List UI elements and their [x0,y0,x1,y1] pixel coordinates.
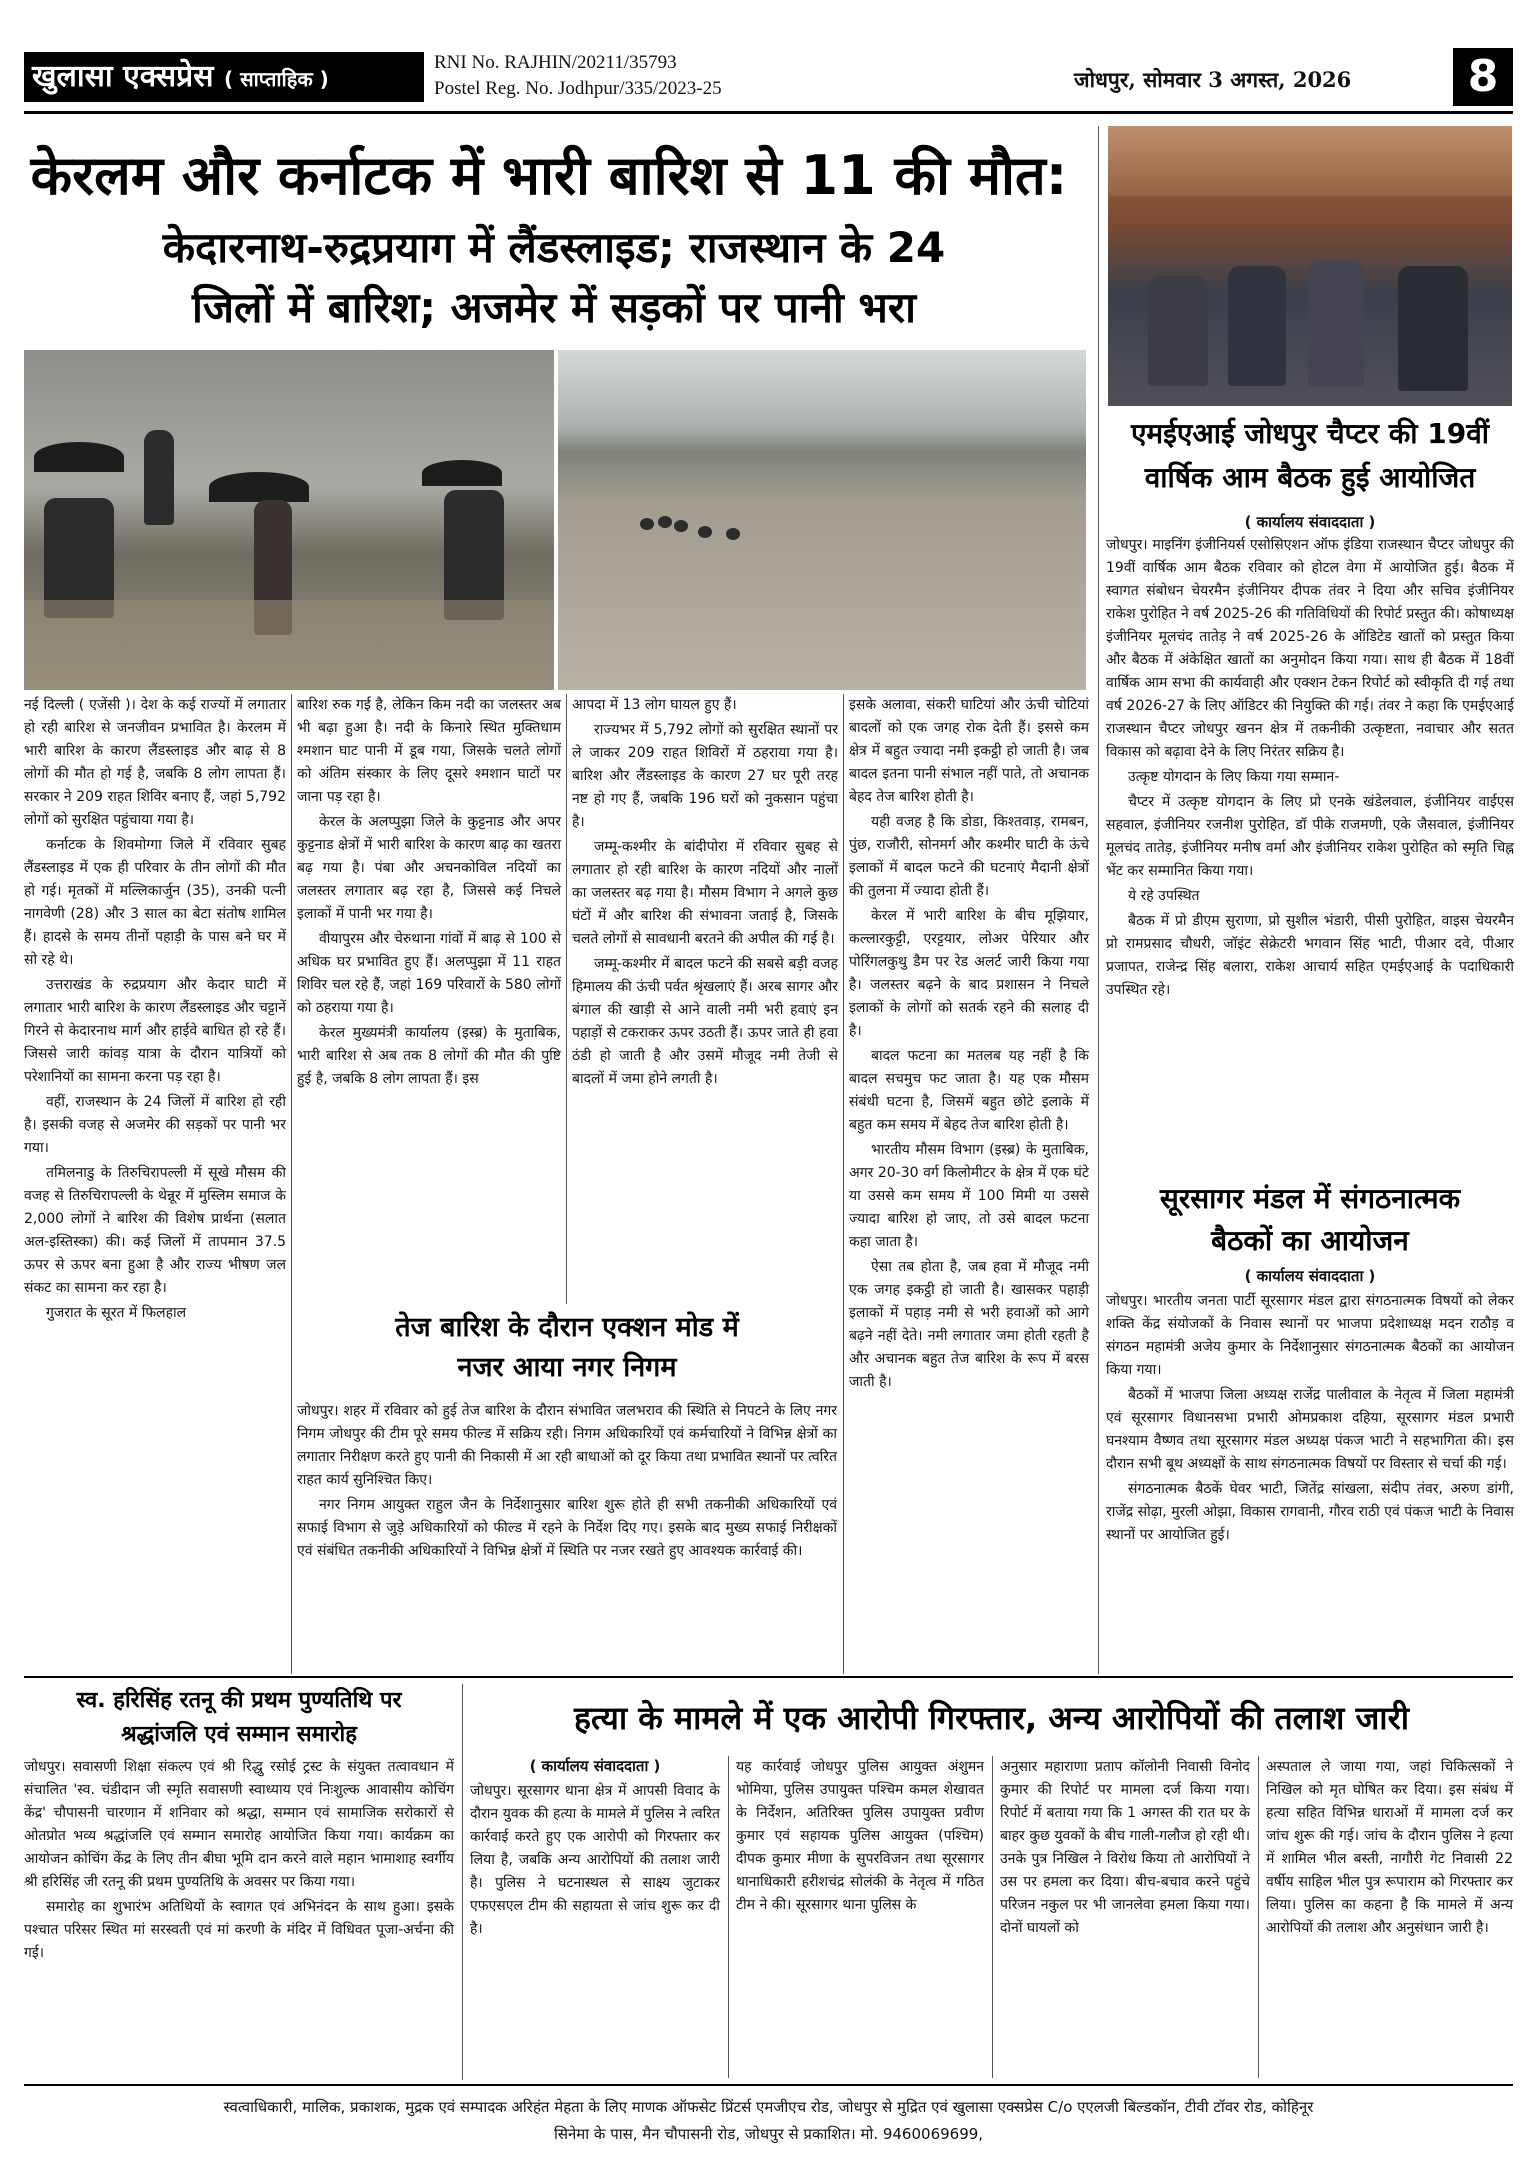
nagar-nigam-body [297,1400,837,1565]
date-line: जोधपुर, सोमवार 3 अगस्त, 2026 [1074,67,1352,92]
nagar-nigam-headline [297,1308,837,1388]
lead-subheadline-line-2: जिलों में बारिश; अजमेर में सड़कों पर पानी भरा [192,283,916,332]
lead-paragraph: नई दिल्ली ( एजेंसी )। देश के कई राज्यों में लगातार हो रही बारिश से जनजीवन प्रभावित है। केरलम में भारी बारिश के कारण लैंडस्लाइड और बाढ़ से 8 लोगों की मौत हो गई है, जबकि 8 लोग लापता हैं। सरकार ने 209 राहत शिविर बनाए हैं, जहां 5,792 लोगों को सुरक्षित पहुंचाया गया है। [24,697,286,828]
column-divider [1098,126,1099,1674]
column-divider [992,1756,993,2078]
sursagar-headline-line-1: सूरसागर मंडल में संगठनात्मक [1159,1182,1461,1215]
nagar-nigam-headline-line-2: नजर आया नगर निगम [457,1352,677,1383]
lead-column-3 [572,694,838,1093]
mai-headline [1106,412,1514,500]
lead-paragraph: इसके अलावा, संकरी घाटियां और ऊंची चोटियां बादलों को एक जगह रोक देती हैं। इससे कम क्षेत्र में बहुत ज्यादा नमी इकट्ठी हो जाती है। जब बादल इतना पानी संभाल नहीं पाते, तो अचानक बेहद तेज बारिश होती है। [849,697,1089,805]
registration-block [434,50,854,102]
lead-paragraph: राज्यभर में 5,792 लोगों को सुरक्षित स्थानों पर ले जाकर 209 राहत शिविरों में ठहराया गया है। बारिश और लैंडस्लाइड के कारण 27 घर पूरी तरह नष्ट हो गए हैं, जबकि 196 घरों को नुकसान पहुंचा है। [572,722,838,830]
sursagar-paragraph: बैठकों में भाजपा जिला अध्यक्ष राजेंद्र पालीवाल के नेतृत्व में जिला महामंत्री एवं सूरसागर विधानसभा प्रभारी ओमप्रकाश दहिया, सूरसागर मंडल प्रभारी घनश्याम वैष्णव तथा सूरसागर मंडल अध्यक्ष पंकज भाटी ने सहभागिता की। इस दौरान सभी बूथ अध्यक्षों के साथ संगठनात्मक विषयों पर विस्तार से चर्चा की गई। [1106,1387,1514,1472]
flooded-river-photo [558,350,1086,690]
lead-paragraph: जम्मू-कश्मीर के बांदीपोरा में रविवार सुबह से लगातार हो रही बारिश के कारण नदियों और नालों का जलस्तर बढ़ गया है। मौसम विभाग ने अगले कुछ घंटों में और बारिश की संभावना जताई है, जिसके चलते लोगों से सावधानी बरतने की अपील की गई है। [572,839,838,947]
murder-column-2 [736,1756,984,1919]
lead-paragraph: उत्तराखंड के रुद्रप्रयाग और केदार घाटी में लगातार भारी बारिश के कारण लैंडस्लाइड और चट्टानें गिरने से केदारनाथ मार्ग और हाईवे बाधित हो रहे हैं। जिससे जारी कांवड़ यात्रा के दौरान यात्रियों को परेशानियों का सामना करना पड़ रहा है। [24,977,286,1085]
mai-paragraph: चैप्टर में उत्कृष्ट योगदान के लिए प्रो एनके खंडेलवाल, इंजीनियर वाईएस सहवाल, इंजीनियर रजनीश पुरोहित, डॉ पीके राजमणी, एके जैसवाल, इंजीनियर मूलचंद तातेड़, इंजीनियर मनीष वर्मा और इंजीनियर राकेश पुरोहित को स्मृति चिह्न भेंट कर सम्मानित किया गया। [1106,794,1514,879]
lead-paragraph: भारतीय मौसम विभाग (इस्ब्र) के मुताबिक, अगर 20-30 वर्ग किलोमीटर के क्षेत्र में एक घंटे या उससे कम समय में 100 मिमी या उससे ज्यादा बारिश हो जाए, तो उसे बादल फटना कहा जाता है। [849,1142,1089,1250]
sursagar-paragraph: संगठनात्मक बैठकें घेवर भाटी, जितेंद्र सांखला, संदीप तंवर, अरुण डांगी, राजेंद्र सोढ़ा, मुरली ओझा, विकास रागवानी, गौरव राठी एवं पंकज भाटी के निवास स्थानों पर आयोजित हुई। [1106,1481,1514,1543]
murder-headline: हत्या के मामले में एक आरोपी गिरफ्तार, अन्य आरोपियों की तलाश जारी [574,1699,1409,1737]
meeting-hall-photo [1108,126,1512,406]
mai-byline: ( कार्यालय संवाददाता ) [1244,513,1376,531]
lead-paragraph: केरल में भारी बारिश के बीच मूझियार, कल्लारकुट्टी, एरट्टयार, लोअर पेरियार और पोरिंगलकुथु डैम पर रेड अलर्ट जारी किया गया है। जलस्तर बढ़ने के बाद प्रशासन ने निचले इलाकों के लोगों को सतर्क रहने की सलाह दी है। [849,908,1089,1039]
lead-headline: केरलम और कर्नाटक में भारी बारिश से 11 की मौत: [30,144,1068,207]
column-divider [728,1756,729,2078]
lead-paragraph: यही वजह है कि डोडा, किश्तवाड़, रामबन, पुंछ, राजौरी, सोनमर्ग और कश्मीर घाटी के ऊंचे इलाकों में बादल फटने की घटनाएं मैदानी क्षेत्रों की तुलना में ज्यादा होती हैं। [849,814,1089,899]
paper-name-plate [24,52,424,102]
column-divider [462,1684,463,2080]
column-divider [291,694,292,1674]
lead-paragraph: बारिश रुक गई है, लेकिन किम नदी का जलस्तर अब भी बढ़ा हुआ है। नदी के किनारे स्थित मुक्तिधाम श्मशान घाट पानी में डूब गया, जिसके चलते लोगों को अंतिम संस्कार के लिए दूसरे श्मशान घाटों पर जाना पड़ रहा है। [297,697,561,805]
tribute-headline-line-1: स्व. हरिसिंह रतनू की प्रथम पुण्यतिथि पर [76,1688,402,1713]
lead-paragraph: जम्मू-कश्मीर में बादल फटने की सबसे बड़ी वजह हिमालय की ऊंची पर्वत श्रृंखलाएं हैं। अरब सागर और बंगाल की खाड़ी से आने वाली नमी भरी हवाएं इन पहाड़ों से टकराकर ऊपर उठती हैं। ऊपर जाते ही हवा ठंडी हो जाती है और उसमें मौजूद नमी तेजी से बादलों में जमा होने लगती है। [572,956,838,1087]
lead-subheadline-line-1: केदारनाथ-रुद्रप्रयाग में लैंडस्लाइड; राजस्थान के 24 [162,223,946,272]
nagar-nigam-paragraph: जोधपुर। शहर में रविवार को हुई तेज बारिश के दौरान संभावित जलभराव की स्थिति से निपटने के लिए नगर निगम जोधपुर की टीम पूरे समय फील्ड में सक्रिय रही। निगम अधिकारियों एवं कर्मचारियों ने विभिन्न क्षेत्रों का लगातार निरीक्षण करते हुए पानी की निकासी में आ रही बाधाओं को दूर किया तथा प्रभावित स्थानों पर त्वरित राहत कार्य सुनिश्चित किए। [297,1403,837,1488]
murder-column-4 [1266,1756,1513,1942]
murder-paragraph: जोधपुर। सूरसागर थाना क्षेत्र में आपसी विवाद के दौरान युवक की हत्या के मामले में पुलिस ने त्वरित कार्रवाई करते हुए एक आरोपी को गिरफ्तार कर लिया है, जबकि अन्य आरोपियों की तलाश जारी है। पुलिस ने घटनास्थल से साक्ष्य जुटाकर एफएसएल टीम की सहायता से जांच शुरू कर दी है। [470,1783,720,1937]
murder-column-3 [1000,1756,1250,1942]
mai-headline-line-1: एमईएआई जोधपुर चैप्टर की 19वीं [1130,417,1490,450]
tribute-body [24,1756,454,1967]
lead-paragraph: वीयापुरम और चेरुथाना गांवों में बाढ़ से 100 से अधिक घर प्रभावित हुए हैं। अलप्पुझा में 11 राहत शिविर चल रहे हैं, जहां 169 परिवारों के 580 लोगों को ठहराया गया है। [297,931,561,1016]
tribute-headline [24,1684,454,1752]
mai-paragraph: जोधपुर। माइनिंग इंजीनियर्स एसोसिएशन ऑफ इंडिया राजस्थान चैप्टर जोधपुर की 19वीं वार्षिक आम बैठक रविवार को होटल वेगा में आयोजित हुई। बैठक में स्वागत संबोधन चेयरमैन इंजीनियर दीपक तंवर ने दिया और सचिव इंजीनियर राकेश पुरोहित ने वर्ष 2025-26 की गतिविधियों की रिपोर्ट प्रस्तुत की। कोषाध्यक्ष इंजीनियर मूलचंद तातेड़ ने वर्ष 2025-26 के ऑडिटेड खातों को प्रस्तुत किया और बैठक में अंकेक्षित खातों का अनुमोदन किया गया। साथ ही बैठक में 18वीं वार्षिक आम सभा की कार्यवाही और एक्शन टेकन रिपोर्ट को स्वीकृति दी गई तथा वर्ष 2026-27 के लिए ऑडिटर की नियुक्ति की गई। तंवर ने कहा कि एमईएआई राजस्थान चैप्टर जोधपुर खनन क्षेत्र में तकनीकी उत्कृष्टता, नवाचार और सतत विकास को बढ़ावा देने के लिए निरंतर सक्रिय है। [1106,537,1514,760]
murder-byline: ( कार्यालय संवाददाता ) [529,1757,661,1775]
mai-headline-line-2: वार्षिक आम बैठक हुई आयोजित [1144,461,1476,494]
nagar-nigam-headline-line-1: तेज बारिश के दौरान एक्शन मोड में [395,1312,739,1343]
masthead [24,42,1513,114]
lead-paragraph: गुजरात के सूरत में फिलहाल [46,1305,187,1321]
mai-body [1106,534,1514,1004]
paper-name: खुलासा एक्सप्रेस [32,59,214,94]
murder-paragraph: यह कार्रवाई जोधपुर पुलिस आयुक्त अंशुमन भोमिया, पुलिस उपायुक्त पश्चिम कमल शेखावत के निर्देशन, अतिरिक्त पुलिस उपायुक्त प्रवीण कुमार एवं सहायक पुलिस आयुक्त (पश्चिम) दीपक कुमार मीणा के सुपरविजन तथा सूरसागर थानाधिकारी हरीशचंद्र सोलंकी के नेतृत्व में गठित टीम ने की। सूरसागर थाना पुलिस के [736,1759,984,1913]
lead-paragraph: ऐसा तब होता है, जब हवा में मौजूद नमी एक जगह इकट्ठी हो जाती है। खासकर पहाड़ी इलाकों में पहाड़ नमी से भरी हवाओं को आगे बढ़ने नहीं देते। नमी लगातार जमा होती रहती है और अचानक बहुत तेज बारिश के रूप में बरस जाती है। [849,1259,1089,1390]
lead-paragraph: बादल फटना का मतलब यह नहीं है कि बादल सचमुच फट जाता है। यह एक मौसम संबंधी घटना है, जिसमें बहुत छोटे इलाके में बहुत कम समय में बेहद तेज बारिश होती है। [849,1048,1089,1133]
lead-column-1 [24,694,286,1327]
nagar-nigam-paragraph: नगर निगम आयुक्त राहुल जैन के निर्देशानुसार बारिश शुरू होते ही सभी तकनीकी अधिकारियों एवं सफाई विभाग से जुड़े अधिकारियों को फील्ड में रहने के निर्देश दिए गए। इसके बाद मुख्य सफाई निरीक्षकों एवं संबंधित तकनीकी अधिकारियों ने विभिन्न क्षेत्रों में स्थिति पर नजर रखते हुए आवश्यक कार्रवाई की। [297,1497,837,1559]
imprint-line-1: स्वत्वाधिकारी, मालिक, प्रकाशक, मुद्रक एवं सम्पादक अरिहंत मेहता के लिए माणक ऑफसेट प्रिंटर्स एमजीएच रोड, जोधपुर से मुद्रित एवं खुलासा एक्सप्रेस C/o एएलजी बिल्डकॉन, टीवी टॉवर रोड, कोहिनूर [223,2098,1314,2116]
tribute-headline-line-2: श्रद्धांजलि एवं सम्मान समारोह [121,1722,357,1747]
murder-paragraph: अस्पताल ले जाया गया, जहां चिकित्सकों ने निखिल को मृत घोषित कर दिया। इस संबंध में हत्या सहित विभिन्न धाराओं में मामला दर्ज कर जांच शुरू की गई। जांच के दौरान पुलिस ने हत्या में शामिल भील बस्ती, नागौरी गेट निवासी 22 वर्षीय साहिल भील पुत्र रूपाराम को गिरफ्तार कर लिया। पुलिस का कहना है कि मामले में अन्य आरोपियों की तलाश और अनुसंधान जारी है। [1266,1759,1513,1936]
lead-paragraph: तमिलनाडु के तिरुचिरापल्ली में सूखे मौसम की वजह से तिरुचिरापल्ली के थेन्नूर में मुस्लिम समाज के 2,000 लोगों ने बारिश की विशेष प्रार्थना (सलात अल-इस्तिस्का) की। कई जिलों में तापमान 37.5 ऊपर से ऊपर बना हुआ है और राज्य भीषण जल संकट का सामना कर रहा है। [24,1165,286,1296]
sursagar-headline [1106,1178,1514,1262]
rni-number: RNI No. RAJHIN/20211/35793 [434,52,677,73]
sursagar-paragraph: जोधपुर। भारतीय जनता पार्टी सूरसागर मंडल द्वारा संगठनात्मक विषयों को लेकर शक्ति केंद्र संयोजकों के निवास स्थानों पर भाजपा प्रदेशाध्यक्ष मदन राठौड़ व संगठन महामंत्री अजेय कुमार के निर्देशानुसार संगठनात्मक बैठकों का आयोजन किया गया। [1106,1293,1514,1378]
page-number: 8 [1453,48,1513,106]
imprint-footer [24,2084,1513,2148]
column-divider [1258,1756,1259,2078]
section-divider [24,1676,1513,1678]
edition-label: ( साप्ताहिक ) [224,67,329,91]
lead-paragraph: केरल के अलप्पुझा जिले के कुट्टनाड और अपर कुट्टनाड क्षेत्रों में भारी बारिश के कारण बाढ़ का खतरा बढ़ गया है। पंबा और अचनकोविल नदियों का जलस्तर लगातार बढ़ रहा है, जिससे कई निचले इलाकों में पानी भर गया है। [297,814,561,922]
flood-street-photo [24,350,554,690]
mai-paragraph: बैठक में प्रो डीएम सुराणा, प्रो सुशील भंडारी, पीसी पुरोहित, वाइस चेयरमैन प्रो रामप्रसाद चौधरी, जॉइंट सेक्रेटरी भगवान सिंह भाटी, पीआर दवे, पीआर प्रजापत, राजेन्द्र सिंह बलारा, राकेश आचार्य सहित एमईएआई के पदाधिकारी उपस्थित रहे। [1106,913,1514,998]
sursagar-byline: ( कार्यालय संवाददाता ) [1244,1267,1376,1285]
tribute-paragraph: जोधपुर। सवासणी शिक्षा संकल्प एवं श्री रिद्धु रसोई ट्रस्ट के संयुक्त तत्वावधान में संचालित 'स्व. चंडीदान जी स्मृति सवासणी स्वाध्याय एवं निःशुल्क आवासीय कोचिंग केंद्र' चौपासनी चारणान में शनिवार को श्रद्धा, सम्मान एवं सामाजिक सरोकारों से ओतप्रोत भव्य श्रद्धांजलि एवं सम्मान समारोह आयोजित किया गया। कार्यक्रम का आयोजन कोचिंग केंद्र के लिए तीन बीघा भूमि दान करने वाले महान भामाशाह स्वर्गीय श्री हरिसिंह जी रतनू की प्रथम पुण्यतिथि के अवसर पर किया गया। [24,1759,454,1890]
tribute-paragraph: समारोह का शुभारंभ अतिथियों के स्वागत एवं अभिनंदन के साथ हुआ। इसके पश्चात परिसर स्थित मां सरस्वती एवं मां करणी के मंदिर में विधिवत पूजा-अर्चना की गई। [24,1899,454,1961]
mai-subheading: उत्कृष्ट योगदान के लिए किया गया सम्मान- [1128,769,1340,785]
lead-column-4 [849,694,1089,1396]
lead-subheadline [24,218,1084,338]
sursagar-headline-line-2: बैठकों का आयोजन [1211,1224,1409,1257]
mai-subheading: ये रहे उपस्थित [1128,888,1200,904]
lead-paragraph: कर्नाटक के शिवमोग्गा जिले में रविवार सुबह लैंडस्लाइड में एक ही परिवार के तीन लोगों की मौत हो गई। मृतकों में मल्लिकार्जुन (35), उनकी पत्नी नागवेणी (28) और 3 साल का बेटा संतोष शामिल हैं। हादसे के समय तीनों पहाड़ी के पास बने घर में सो रहे थे। [24,837,286,968]
imprint-line-2: सिनेमा के पास, मैन चौपासनी रोड, जोधपुर से प्रकाशित। मो. 9460069699, [553,2125,984,2143]
lead-paragraph: केरल मुख्यमंत्री कार्यालय (इस्ब्र) के मुताबिक, भारी बारिश से अब तक 8 लोगों की मौत की पुष्टि हुई है, जबकि 8 लोग लापता हैं। इस [297,1025,561,1087]
postal-registration: Postel Reg. No. Jodhpur/335/2023-25 [434,78,722,99]
murder-paragraph: अनुसार महाराणा प्रताप कॉलोनी निवासी विनोद कुमार की रिपोर्ट पर मामला दर्ज किया गया। रिपोर्ट में बताया गया कि 1 अगस्त की रात घर के बाहर कुछ युवकों के बीच गाली-गलौज हो रही थी। उनके पुत्र निखिल ने विरोध किया तो आरोपियों ने उस पर हमला कर दिया। बीच-बचाव करने पहुंचे परिजन नकुल पर भी जानलेवा हमला किया गया। दोनों घायलों को [1000,1759,1250,1936]
lead-paragraph: आपदा में 13 लोग घायल हुए हैं। [572,697,737,713]
column-divider [566,694,567,1304]
murder-column-1 [470,1780,720,1943]
lead-column-2 [297,694,561,1093]
lead-paragraph: वहीं, राजस्थान के 24 जिलों में बारिश हो रही है। इसकी वजह से अजमेर की सड़कों पर पानी भर गया। [24,1094,286,1156]
sursagar-body [1106,1290,1514,1549]
column-divider [843,694,844,1674]
